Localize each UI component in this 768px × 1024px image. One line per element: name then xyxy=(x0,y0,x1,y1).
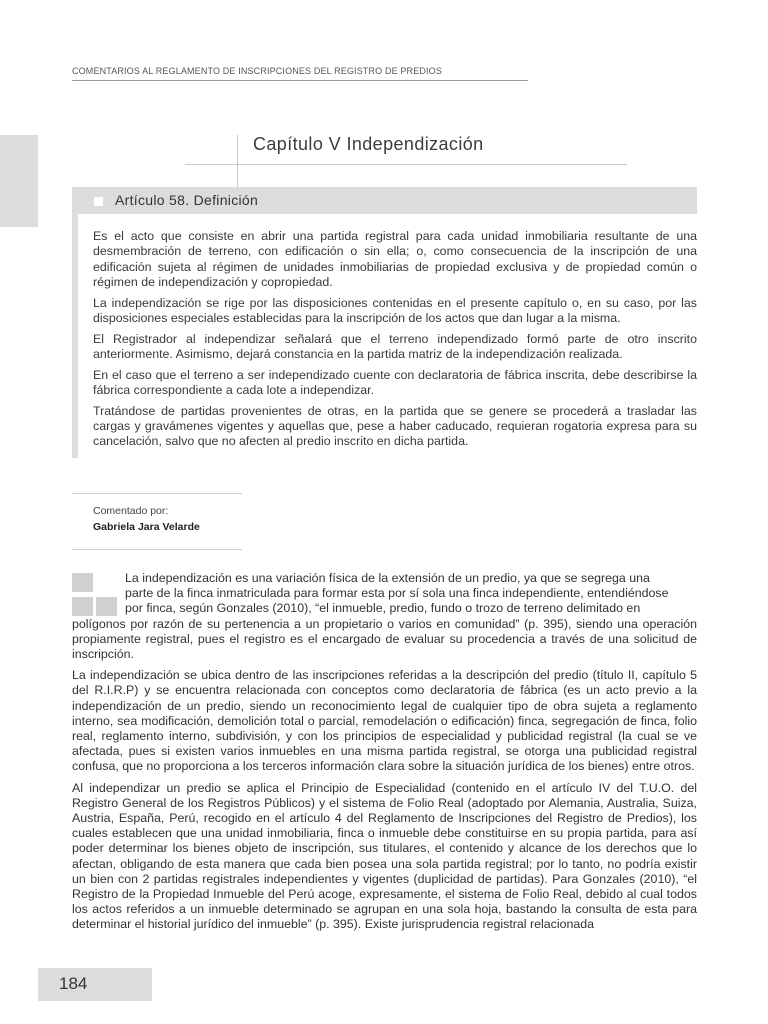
dropcap-line: La independización es una variación física de la extensión de un predio, ya que se segrega una xyxy=(125,571,650,585)
article-text xyxy=(93,229,697,455)
dropcap-line: parte de la finca inmatriculada para formar esta por sí sola una finca independiente, entendiéndose xyxy=(125,586,669,601)
chapter-title: Capítulo V Independización xyxy=(253,134,484,154)
article-paragraph: La independización se rige por las disposiciones contenidas en el presente capítulo o, en su caso, por las disposiciones especiales establecidas para la inscripción de los actos que dan lugar a la misma. xyxy=(93,295,697,325)
page-number-box xyxy=(38,968,152,1001)
article-left-bar xyxy=(72,214,78,458)
commentary-body xyxy=(72,571,697,939)
page-number: 184 xyxy=(59,974,88,993)
article-paragraph: En el caso que el terreno a ser independizado cuente con declaratoria de fábrica inscrita, debe describirse la fábrica correspondiente a cada lote a independizar. xyxy=(93,367,697,397)
article-paragraph: Es el acto que consiste en abrir una partida registral para cada unidad inmobiliaria resultante de una desmembración de terreno, con edificación o sin ella; o, como consecuencia de la inscripción de una edificación sujeta al régimen de unidades inmobiliarias de propiedad exclusiva y de propiedad común o régimen de independización y copropiedad. xyxy=(93,229,697,289)
commentary-divider-bottom xyxy=(72,549,242,550)
article-paragraph: El Registrador al independizar señalará que el terreno independizado formó parte de otro inscrito anteriormente. Asimismo, dejará constancia en la partida matriz de la independización realizada. xyxy=(93,331,697,361)
chapter-rule-vertical xyxy=(237,135,238,187)
article-title: Artículo 58. Definición xyxy=(115,192,259,208)
commentary-divider-top xyxy=(72,493,242,494)
body-paragraph-2: La independización se ubica dentro de las inscripciones referidas a la descripción del predio (título II, capítulo 5 del R.I.R.P) y se encuentra relacionada con conceptos como declaratoria de fábrica (es un acto previo a la independización de un predio, siendo un reconocimiento legal de cualquier tipo de obra sujeta a reglamento interno, sea modificación, demolición total o parcial, remodelación o edificación) finca, segregación de finca, folio real, reglamento interno, subdivisión, y con los principios de especialidad y publicidad registral (la cual se ve afectada, pues si existen varios inmuebles en una misma partida registral, se otorga una publicidad registral confusa, que no proporciona a los terceros información clara sobre la situación jurídica de los bienes) entre otros. xyxy=(72,668,697,774)
chapter-rule-horizontal xyxy=(185,164,627,165)
article-paragraph: Tratándose de partidas provenientes de otras, en la partida que se genere se procederá a trasladar las cargas y gravámenes vigentes y aquellas que, pese a haber caducado, requieran rogatoria expresa para su cancelación, salvo que no afecten al predio inscrito en dicha partida. xyxy=(93,403,697,449)
body-paragraph-1-rest: polígonos por razón de su pertenencia a un propietario o varios en comunidad” (p. 395), siendo una operación propiamente registral, pues el registro es el encargado de evaluar su procedencia a través de una solicitud de inscripción. xyxy=(72,616,697,662)
commentary-author: Gabriela Jara Velarde xyxy=(93,521,200,533)
body-paragraph-1 xyxy=(72,571,697,662)
square-bullet-icon xyxy=(94,197,103,206)
dropcap-line: por finca, según Gonzales (2010), “el inmueble, predio, fundo o trozo de terreno delimitado en xyxy=(125,601,641,616)
commentary-label: Comentado por: xyxy=(93,505,169,517)
side-thumb-tab xyxy=(0,135,38,227)
body-paragraph-3: Al independizar un predio se aplica el Principio de Especialidad (contenido en el artículo IV del T.U.O. del Registro General de los Registros Públicos) y el sistema de Folio Real (adoptado por Alemania, Australia, Suiza, Austria, España, Perú, recogido en el artículo 4 del Reglamento de Inscripciones del Registro de Predios), los cuales establecen que una unidad inmobiliaria, finca o inmueble debe constituirse en su propia partida, para así poder determinar los bienes objeto de inscripción, sus titulares, el contenido y alcance de los derechos que lo afectan, obligando de esta manera que cada bien posea una sola partida registral; por lo tanto, no podría existir un bien con 2 partidas registrales independientes y vigentes (duplicidad de partidas). Para Gonzales (2010), “el Registro de la Propiedad Inmueble del Perú acoge, expresamente, el sistema de Folio Real, debido al cual todos los actos referidos a un inmueble determinado se agrupan en una sola hoja, bastando la consulta de esta para determinar el historial jurídico del inmueble” (p. 395). Existe jurisprudencia registral relacionada xyxy=(72,780,697,932)
article-heading-bar xyxy=(72,187,697,214)
running-header: COMENTARIOS AL REGLAMENTO DE INSCRIPCIONES DEL REGISTRO DE PREDIOS xyxy=(72,66,528,81)
